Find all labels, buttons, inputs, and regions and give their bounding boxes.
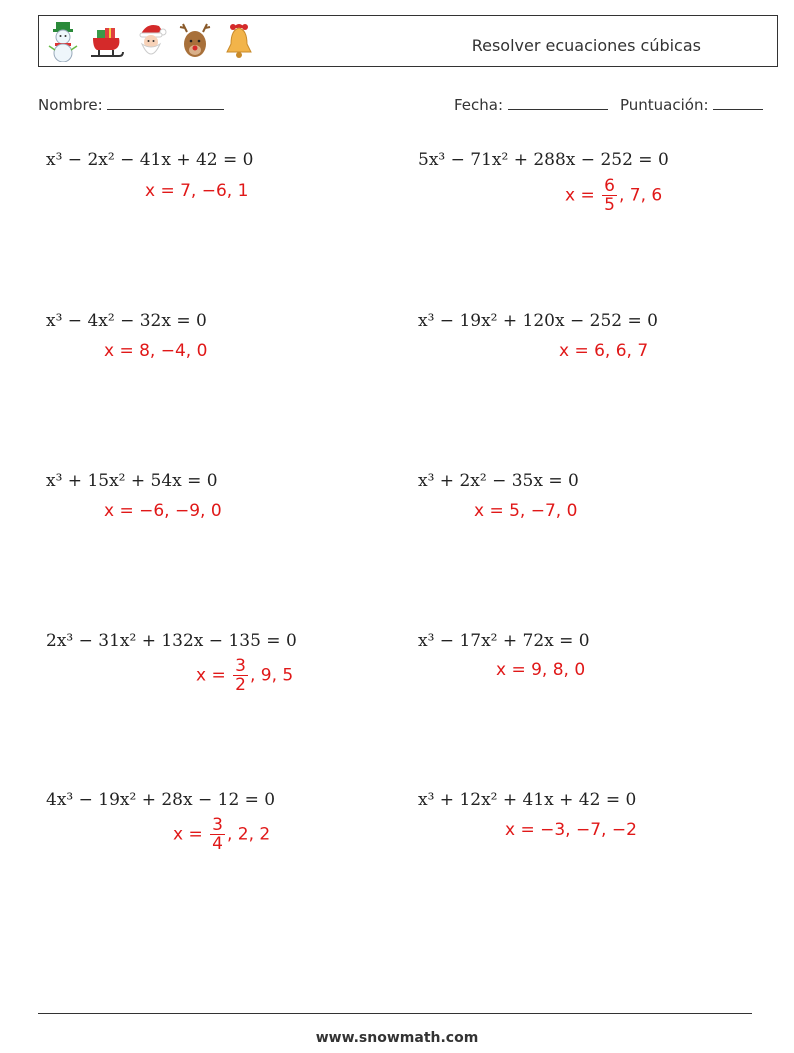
problem-1: x³ − 2x² − 41x + 42 = 0 [46,150,254,170]
reindeer-icon [177,20,213,62]
answer-7-prefix: x = [196,665,232,686]
score-label: Puntuación: [620,96,709,114]
answer-7-rest: , 9, 5 [249,665,294,686]
answer-2-numerator: 6 [604,176,615,196]
problem-7: 2x³ − 31x² + 132x − 135 = 0 [46,631,297,651]
santa-icon [133,20,169,62]
answer-2-prefix: x = [565,185,601,206]
name-blank [107,95,224,110]
score-blank [713,95,763,110]
answer-3: x = 8, −4, 0 [104,341,208,361]
answer-2 [565,177,662,214]
answer-4: x = 6, 6, 7 [559,341,649,361]
sleigh-icon [89,20,125,62]
answer-1: x = 7, −6, 1 [145,181,249,201]
footer-divider [38,1013,752,1014]
problem-3: x³ − 4x² − 32x = 0 [46,311,207,331]
answer-2-denominator: 5 [604,195,615,215]
date-field [454,95,608,114]
date-blank [508,95,608,110]
problem-8: x³ − 17x² + 72x = 0 [418,631,590,651]
answer-8: x = 9, 8, 0 [496,660,586,680]
answer-9-prefix: x = [173,824,209,845]
name-field [38,95,224,114]
decorative-icons [45,20,257,62]
answer-6: x = 5, −7, 0 [474,501,578,521]
score-field [620,95,763,114]
answer-7-denominator: 2 [235,675,246,695]
worksheet-title: Resolver ecuaciones cúbicas [471,36,701,55]
answer-2-fraction [602,177,617,214]
answer-7 [196,657,293,694]
footer-url[interactable]: www.snowmath.com [315,1030,479,1046]
answer-9-numerator: 3 [212,815,223,835]
snowman-icon [45,20,81,62]
worksheet-header [38,15,778,67]
answer-9-denominator: 4 [212,834,223,854]
date-label: Fecha: [454,96,504,114]
problem-4: x³ − 19x² + 120x − 252 = 0 [418,311,658,331]
answer-9 [173,816,270,853]
answer-9-rest: , 2, 2 [226,824,271,845]
answer-5: x = −6, −9, 0 [104,501,222,521]
answer-10: x = −3, −7, −2 [505,820,637,840]
name-label: Nombre: [38,96,103,114]
answer-7-fraction [233,657,248,694]
answer-9-fraction [210,816,225,853]
bell-icon [221,20,257,62]
problem-10: x³ + 12x² + 41x + 42 = 0 [418,790,637,810]
answer-2-rest: , 7, 6 [618,185,663,206]
problem-6: x³ + 2x² − 35x = 0 [418,471,579,491]
answer-7-numerator: 3 [235,656,246,676]
problem-9: 4x³ − 19x² + 28x − 12 = 0 [46,790,276,810]
problem-5: x³ + 15x² + 54x = 0 [46,471,218,491]
problem-2: 5x³ − 71x² + 288x − 252 = 0 [418,150,669,170]
